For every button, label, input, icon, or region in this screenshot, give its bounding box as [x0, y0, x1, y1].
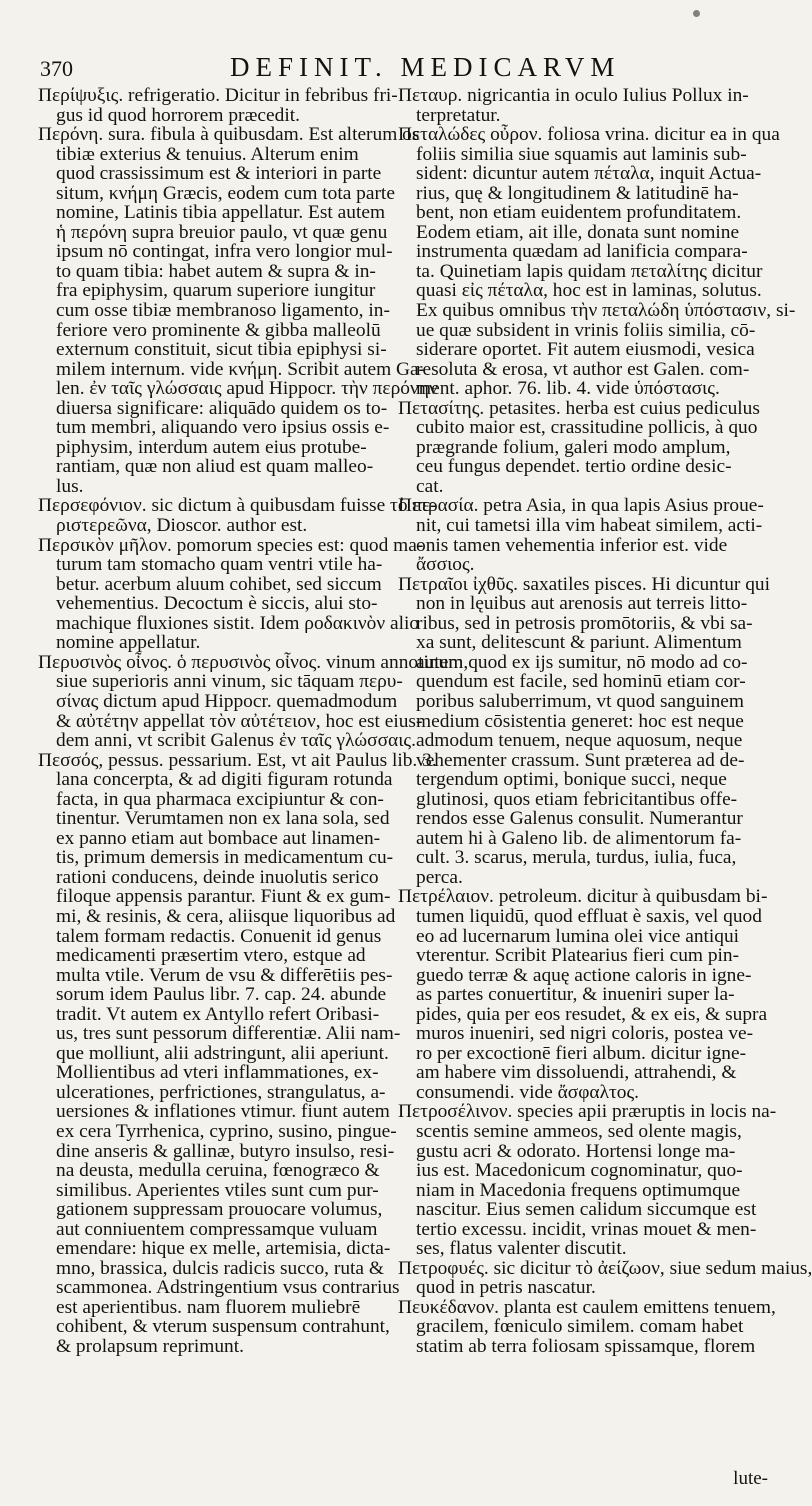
text-line: non in lęuibus aut arenosis aut terreis litto-	[416, 593, 748, 615]
text-line: rendos esse Galenus consulit. Numerantur	[416, 808, 743, 830]
text-line: bent, non etiam euidentem profunditatem.	[416, 202, 742, 224]
entry-headword-line: Πεσσός, pessus. pessarium. Est, vt ait Paulus lib. 3.	[38, 749, 437, 771]
text-line: gracilem, fœniculo similem. comam habet	[416, 1316, 744, 1338]
text-line: rationi conducens, deinde inuolutis serico	[56, 866, 379, 888]
text-line: & prolapsum reprimunt.	[56, 1336, 244, 1357]
text-line: externum constituit, sicut tibia epiphysi si-	[56, 339, 387, 361]
text-line: tibiæ exterius & tenuius. Alterum enim	[56, 143, 359, 165]
entry-headword-line: Περυσινὸς οἶνος. ὁ περυσινὸς οἶνος. vinum annotinum,	[38, 651, 469, 673]
text-line: tinentur. Verumtamen non ex lana sola, sed	[56, 808, 390, 830]
text-line: instrumenta quædam ad lanificia compara-	[416, 241, 748, 263]
text-line: tumen liquidū, quod effluat è saxis, vel quod	[416, 905, 762, 927]
text-line: quendum est facile, sed hominū etiam cor-	[416, 671, 746, 693]
text-line: nomine, Latinis tibia appellatur. Est autem	[56, 202, 386, 224]
right-column	[398, 85, 812, 1357]
text-line: na deusta, medulla ceruina, fœnogræco &	[56, 1160, 380, 1182]
text-line: ἄσσιος.	[416, 554, 475, 576]
text-line: tergendum optimi, bonique succi, neque	[416, 769, 727, 791]
text-line: siderare oportet. Fit autem eiusmodi, vesica	[416, 339, 755, 361]
text-line: ius est. Macedonicum cognominatur, quo-	[416, 1160, 743, 1182]
text-line: gus id quod horrorem præcedit.	[56, 104, 300, 126]
text-line: ta. Quinetiam lapis quidam πεταλίτης dicitur	[416, 260, 763, 282]
text-line: perca.	[416, 866, 463, 888]
text-line: cohibent, & vterum suspensum contrahunt,	[56, 1316, 390, 1338]
page-header	[40, 52, 780, 82]
text-line: que molliunt, alii adstringunt, alii aperiunt.	[56, 1042, 389, 1064]
text-line: scentis semine ammeos, sed olente magis,	[416, 1120, 742, 1142]
text-line: Ex quibus omnibus τὴν πεταλώδη ὑπόστασιν, si-	[416, 300, 796, 322]
text-line: dem anni, vt scribit Galenus ἐν ταῖς γλώσσαις.	[56, 730, 416, 752]
text-line: ribus, sed in petrosis promōtoriis, & vbi sa-	[416, 612, 753, 634]
text-line: ἡ περόνη supra breuior paulo, vt quæ genu	[56, 221, 388, 243]
text-line: medicamenti præsertim vtero, estque ad	[56, 945, 366, 967]
entry-headword-line: Πεταυρ. nigricantia in oculo Iulius Pollux in-	[398, 85, 749, 106]
text-line: autem hi à Galeno lib. de alimentorum fa-	[416, 827, 742, 849]
page-number: 370	[40, 56, 73, 81]
text-line: to quam tibia: habet autem & supra & in-	[56, 260, 376, 282]
text-line: ex cera Tyrrhenica, cyprino, susino, pingue-	[56, 1120, 397, 1142]
text-line: terpretatur.	[416, 104, 501, 126]
text-line: σίνας dictum apud Hippocr. quemadmodum	[56, 690, 398, 712]
entry-headword-line: Πετραῖοι ἰχθῦς. saxatiles pisces. Hi dicuntur qui	[398, 573, 771, 595]
text-line: gationem suppressam prouocare volumus,	[56, 1199, 383, 1221]
entry-headword-line: Πευκέδανον. planta est caulem emittens tenuem,	[398, 1296, 776, 1318]
text-line: len. ἐν ταῖς γλώσσαις apud Hippocr. τὴν περόνην	[56, 378, 438, 400]
text-line: prægrande folium, galeri modo amplum,	[416, 436, 731, 458]
text-line: rius, quę & longitudinem & latitudinē ha-	[416, 182, 739, 204]
text-line: eo ad lucernarum lumina olei vice antiqui	[416, 925, 740, 947]
text-line: niam in Macedonia frequens optimumque	[416, 1179, 741, 1201]
text-line: ment. aphor. 76. lib. 4. vide ὑπόστασις.	[416, 378, 720, 400]
entry-headword-line: Περόνη. sura. fibula à quibusdam. Est alterum os	[38, 124, 420, 146]
text-line: quod in petris nascatur.	[416, 1277, 596, 1299]
text-line: statim ab terra foliosam spissamque, florem	[416, 1336, 756, 1357]
text-line: ro per excoctionē fieri album. dicitur igne-	[416, 1042, 747, 1064]
text-line: cum osse tibiæ membranoso ligamento, in-	[56, 300, 390, 322]
text-line: talem formam redactis. Conuenit id genus	[56, 925, 382, 947]
text-line: nit, cui tametsi illa vim habeat similem, acti-	[416, 515, 763, 537]
text-line: multa vtile. Verum de vsu & differētiis pes-	[56, 964, 393, 986]
text-line: mi, & resinis, & cera, aliisque liquoribus ad	[56, 905, 396, 927]
text-line: uersiones & inflationes vtimur. fiunt autem	[56, 1101, 390, 1123]
text-line: foliis similia siue squamis aut laminis sub-	[416, 143, 747, 165]
text-line: emendare: hique ex melle, artemisia, dicta-	[56, 1238, 391, 1260]
text-line: Mollientibus ad vteri inflammationes, ex-	[56, 1062, 379, 1084]
text-line: lus.	[56, 475, 84, 497]
text-line: milem internum. vide κνήμη. Scribit autem Ga-	[56, 358, 426, 380]
text-line: nascitur. Eius semen calidum siccumque est	[416, 1199, 757, 1221]
entry-headword-line: Περσεφόνιον. sic dictum à quibusdam fuisse τὸ πε-	[38, 495, 437, 517]
text-line: guedo terræ & aquę actione caloris in igne-	[416, 964, 752, 986]
text-line: tum membri, aliquando vero ipsius ossis e-	[56, 417, 390, 439]
text-line: ex panno etiam aut bombace aut linamen-	[56, 827, 381, 849]
text-line: tertio excessu. incidit, vrinas mouet & men-	[416, 1218, 757, 1240]
text-line: fra epiphysim, quarum superiore iungitur	[56, 280, 376, 302]
text-line: quasi εἰς πέταλα, hoc est in laminas, solutus.	[416, 280, 762, 302]
text-line: aut conniuentem compressamque vuluam	[56, 1218, 378, 1240]
text-line: vterentur. Scribit Platearius fieri cum pin-	[416, 945, 740, 967]
text-line: resoluta & erosa, vt author est Galen. com-	[416, 358, 750, 380]
entry-headword-line: Πετρασία. petra Asia, in qua lapis Asius proue-	[398, 495, 764, 517]
text-line: lana concerpta, & ad digiti figuram rotunda	[56, 769, 393, 791]
text-line: autem quod ex ijs sumitur, nō modo ad co-	[416, 651, 748, 673]
text-line: betur. acerbum aluum cohibet, sed siccum	[56, 573, 382, 595]
text-line: feriore vero prominente & gibba malleolū	[56, 319, 381, 341]
entry-headword-line: Πετρέλαιον. petroleum. dicitur à quibusdam bi-	[398, 886, 768, 908]
text-line: us, tres sunt pessorum differentiæ. Alii nam-	[56, 1023, 401, 1045]
text-line: nomine appellatur.	[56, 632, 201, 654]
entry-headword-line: Πεταλώδες οὖρον. foliosa vrina. dicitur ea in qua	[398, 124, 780, 146]
text-line: vehementer crassum. Sunt præterea ad de-	[416, 749, 745, 771]
text-line: est aperientibus. nam fluorem muliebrē	[56, 1296, 361, 1318]
text-line: scammonea. Adstringentium vsus contrarius	[56, 1277, 400, 1299]
entry-headword-line: Πετασίτης. petasites. herba est cuius pediculus	[398, 397, 760, 419]
text-line: Eodem etiam, ait ille, donata sunt nomine	[416, 221, 740, 243]
text-line: sident: dicuntur autem πέταλα, inquit Actua-	[416, 163, 762, 185]
text-line: pides, quia per eos resudet, & ex eis, & supra	[416, 1003, 768, 1025]
text-line: ulcerationes, perfrictiones, strangulatus, a-	[56, 1081, 386, 1103]
text-line: mno, brassica, dulcis radicis succo, ruta &	[56, 1257, 384, 1279]
text-line: rantiam, quæ non aliud est quam malleo-	[56, 456, 374, 478]
text-line: onis tamen vehementia inferior est. vide	[416, 534, 728, 556]
entry-headword-line: Πετροφυές. sic dicitur τὸ ἀείζωον, siue sedum maius,	[398, 1257, 812, 1279]
text-line: similibus. Aperientes vtiles sunt cum pur-	[56, 1179, 379, 1201]
text-line: vehementius. Decoctum è siccis, alui sto-	[56, 593, 378, 615]
text-line: cat.	[416, 475, 444, 497]
text-line: siue superioris anni vinum, sic tāquam περυ-	[56, 671, 403, 693]
text-line: cubito maior est, crassitudine pollicis, à quo	[416, 417, 758, 439]
text-line: am habere vim dissoluendi, attrahendi, &	[416, 1062, 737, 1084]
text-line: ceu fungus dependet. tertio ordine desic-	[416, 456, 732, 478]
entry-headword-line: Περσικὸν μῆλον. pomorum species est: quod ma-	[38, 534, 424, 556]
text-line: diuersa significare: aliquādo quidem os to-	[56, 397, 388, 419]
text-line: ipsum nō contingat, infra vero longior mul-	[56, 241, 393, 263]
text-line: filoque appensis parantur. Fiunt & ex gum-	[56, 886, 391, 908]
text-line: dine anseris & gallinæ, butyro insulso, resi-	[56, 1140, 395, 1162]
text-line: ριστερεῶνα, Dioscor. author est.	[56, 515, 308, 537]
text-line: xa sunt, delitescunt & pariunt. Alimentum	[416, 632, 742, 654]
text-line: poribus saluberrimum, vt quod sanguinem	[416, 690, 744, 712]
text-line: cult. 3. scarus, merula, turdus, iulia, fuca,	[416, 847, 737, 869]
text-line: gustu acri & odorato. Hortensi longe ma-	[416, 1140, 736, 1162]
text-line: & αὐτέτην appellat τὸν αὐτέτειον, hoc est eius-	[56, 710, 423, 732]
text-line: facta, in qua pharmaca excipiuntur & con-	[56, 788, 384, 810]
text-line: glutinosi, quos etiam febricitantibus offe-	[416, 788, 738, 810]
text-line: sorum idem Paulus libr. 7. cap. 24. abunde	[56, 984, 387, 1006]
catchword: lute-	[733, 1468, 768, 1489]
text-line: tis, primum demersis in medicamentum cu-	[56, 847, 394, 869]
text-line: piphysim, interdum autem eius protube-	[56, 436, 367, 458]
text-line: medium cōsistentia generet: hoc est neque	[416, 710, 744, 732]
entry-headword-line: Πετροσέλινον. species apii præruptis in locis na-	[398, 1101, 777, 1123]
text-line: consumendi. vide ἄσφαλτος.	[416, 1081, 640, 1103]
text-line: muros inueniri, sed nigri coloris, postea ve-	[416, 1023, 754, 1045]
ink-spot	[693, 10, 700, 17]
text-line: tradit. Vt autem ex Antyllo refert Oribasi-	[56, 1003, 380, 1025]
text-line: ue quæ subsident in vrinis foliis similia, cō-	[416, 319, 756, 341]
running-head: DEFINIT. MEDICARVM	[230, 52, 621, 82]
text-line: as partes conuertitur, & inueniri super la-	[416, 984, 735, 1006]
text-line: ses, flatus valenter discutit.	[416, 1238, 627, 1260]
text-line: turum tam stomacho quam ventri vtile ha-	[56, 554, 383, 576]
text-line: machique fluxiones sistit. Idem ροδακινὸν alio	[56, 612, 420, 634]
text-line: quod crassissimum est & interiori in parte	[56, 163, 382, 185]
text-line: admodum tenuem, neque aquosum, neque	[416, 730, 743, 752]
text-line: situm, κνήμη Græcis, eodem cum tota parte	[56, 182, 395, 204]
entry-headword-line: Περίψυξις. refrigeratio. Dicitur in febribus fri-	[38, 85, 398, 106]
